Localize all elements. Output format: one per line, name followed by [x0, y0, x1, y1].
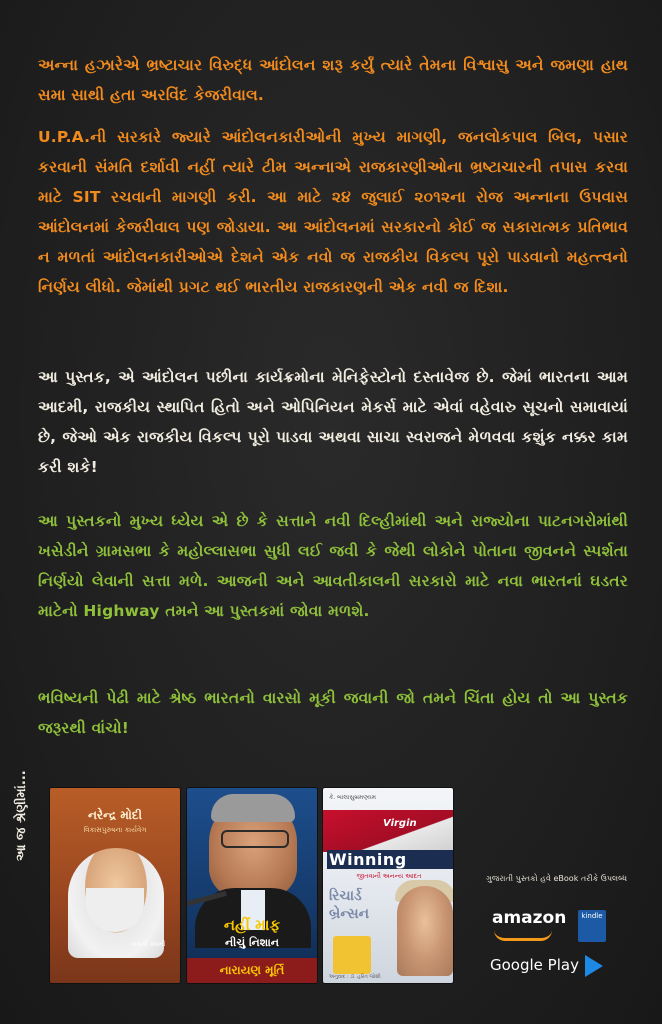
play-store-icon[interactable]	[585, 955, 603, 977]
book-author-line2: બ્રેન્સન	[329, 906, 370, 922]
book-top-text: કે. બાલાસુબ્રમણ્યમ	[329, 794, 377, 801]
ebook-caption: ગુજરાતી પુસ્તકો હવે eBook તરીકે ઉપલબ્ધ	[486, 874, 628, 883]
virgin-logo: Virgin	[383, 818, 417, 829]
amazon-logo[interactable]: amazon	[492, 908, 567, 928]
book-badge-icon	[333, 936, 371, 974]
book-subtitle: જીતવાની અનન્ય આદત	[356, 872, 422, 880]
book-cover-modi[interactable]	[50, 788, 180, 983]
glasses-icon	[221, 830, 289, 848]
book-title-line2: નીચું નિશાન	[224, 936, 280, 949]
movement-paragraph: U.P.A.ની સરકારે જ્યારે આંદોલનકારીઓની મુખ્ય માગણી, જનલોકપાલ બિલ, પસાર કરવાની સંમતિ દર્શાવી નહીં ત્યારે ટીમ અન્નાએ રાજકારણીઓના ભ્રષ્ટાચારની તપાસ કરવા માટે SIT રચવાની માગણી કરી. આ માટે ૨૪ જુલાઈ ૨૦૧૨ના રોજ અન્નાના ઉપવાસ આંદોલનમાં કેજરીવાલ પણ જોડાયા. આ આંદોલનમાં સરકારનો કોઈ જ સકારાત્મક પ્રતિભાવ ન મળતાં આંદોલનકારીઓએ દેશને એક નવો જ રાજકીય વિકલ્પ પૂરો પાડવાનો મહત્ત્વનો નિર્ણય લીધો. જેમાંથી પ્રગટ થઈ ભારતીય રાજકારણની એક નવી જ દિશા.	[38, 128, 628, 296]
book-author: વાસંતી સ્વામી	[130, 940, 166, 948]
series-label: આ જ શ્રેણીમાં...	[14, 770, 29, 861]
goal-paragraph: આ પુસ્તકનો મુખ્ય ધ્યેય એ છે કે સત્તાને નવી દિલ્હીમાંથી અને રાજ્યોના પાટનગરોમાંથી ખસેડીને ગ્રામસભા કે મહોલ્લાસભા સુધી લઈ જવી કે જેથી લોકોને પોતાના જીવનને સ્પર્શતા નિર્ણયો લેવાની સત્તા મળે. આજની અને આવતીકાલની સરકારો માટે નવા ભારતનાં ઘડતર માટેનો Highway તમને આ પુસ્તકમાં જોવા મળશે.	[38, 512, 628, 620]
intro-paragraph: અન્ના હઝારેએ ભ્રષ્ટાચાર વિરુદ્ધ આંદોલન શરૂ કર્યું ત્યારે તેમના વિશ્વાસુ અને જમણા હાથ સમા સાથી હતા અરવિંદ કેજરીવાલ.	[38, 56, 628, 104]
book-cover-branson[interactable]	[323, 788, 453, 983]
book-author-line1: રિચાર્ડ	[329, 888, 362, 904]
book-cover-murthy[interactable]	[187, 788, 317, 983]
book-subtitle: વિકાસપુરુષના કાર્યવેગ	[83, 826, 147, 834]
kindle-label: kindle	[581, 912, 603, 920]
book-title: નરેન્દ્ર મોદી	[87, 808, 143, 822]
call-to-action-paragraph: ભવિષ્યની પેઢી માટે શ્રેષ્ઠ ભારતનો વારસો મૂકી જવાની જો તમને ચિંતા હોય તો આ પુસ્તક જરૂરથી વાંચો!	[38, 689, 628, 737]
book-title: Winning	[327, 850, 453, 869]
book-author: નારાયણ મૂર્તિ	[187, 958, 317, 983]
google-play-logo[interactable]: Google Play	[490, 956, 579, 974]
portrait-detail	[211, 794, 295, 822]
amazon-smile-icon	[494, 930, 552, 941]
book-footer: અનુવાદ : ડૉ. હરિત જોશી	[329, 974, 381, 980]
portrait-image	[397, 886, 453, 976]
book-description-paragraph: આ પુસ્તક, એ આંદોલન પછીના કાર્યક્રમોના મેનિફેસ્ટોનો દસ્તાવેજ છે. જેમાં ભારતના આમ આદમી, રાજકીય સ્થાપિત હિતો અને ઓપિનિયન મેકર્સ માટે એવાં વહેવારુ સૂચનો સમાવાયાં છે, જેઓ એક રાજકીય વિકલ્પ પૂરો પાડવા અથવા સાચા સ્વરાજને મેળવવા કશુંક નક્કર કામ કરી શકે!	[38, 368, 628, 476]
book-title-line1: નહીં માફ	[223, 916, 281, 934]
airplane-image	[323, 810, 453, 852]
